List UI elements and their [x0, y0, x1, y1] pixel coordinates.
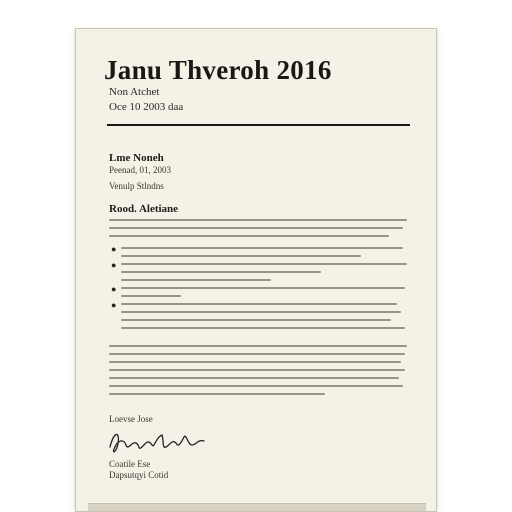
text-line [121, 247, 403, 249]
closing-paragraph [109, 345, 409, 401]
bullet-icon: ● [111, 260, 117, 270]
bullet-icon: ● [111, 300, 117, 310]
text-line [121, 263, 407, 265]
text-line [121, 295, 181, 297]
bullet-icon: ● [111, 284, 117, 294]
section-heading: Rood. Aletiane [109, 203, 179, 215]
text-line [109, 361, 401, 363]
sender-name: Lme Noneh [109, 152, 164, 164]
document-page [75, 28, 437, 512]
document-author: Non Atchet [109, 86, 160, 98]
text-line [109, 345, 407, 347]
signatory-title: Dapsutqyi Cotid [109, 470, 169, 480]
signature-icon [106, 425, 216, 459]
closing-text: Loevse Jose [109, 414, 153, 424]
document-title: Janu Thveroh 2016 [104, 55, 332, 85]
text-line [121, 319, 391, 321]
text-line [121, 311, 401, 313]
text-line [109, 219, 407, 221]
bullet-item [109, 284, 409, 297]
signatory-name: Coatile Ese [109, 459, 151, 469]
text-line [121, 327, 405, 329]
text-line [109, 385, 403, 387]
document-date: Oce 10 2003 daa [109, 101, 184, 113]
footer-strip [88, 503, 426, 512]
text-line [109, 393, 325, 395]
text-line [109, 235, 389, 237]
text-line [121, 287, 405, 289]
text-line [121, 303, 397, 305]
bullet-item [109, 300, 409, 329]
text-line [109, 377, 399, 379]
intro-paragraph [109, 219, 409, 243]
header-rule [107, 124, 410, 126]
text-line [121, 279, 271, 281]
text-line [109, 227, 403, 229]
bullet-list [109, 244, 409, 335]
text-line [109, 369, 405, 371]
bullet-item [109, 260, 409, 281]
bullet-icon: ● [111, 244, 117, 254]
text-line [121, 255, 361, 257]
bullet-item [109, 244, 409, 257]
text-line [109, 353, 405, 355]
sender-role: Venulp Stlndns [109, 181, 164, 191]
text-line [121, 271, 321, 273]
sender-date: Peenad, 01, 2003 [109, 165, 171, 175]
